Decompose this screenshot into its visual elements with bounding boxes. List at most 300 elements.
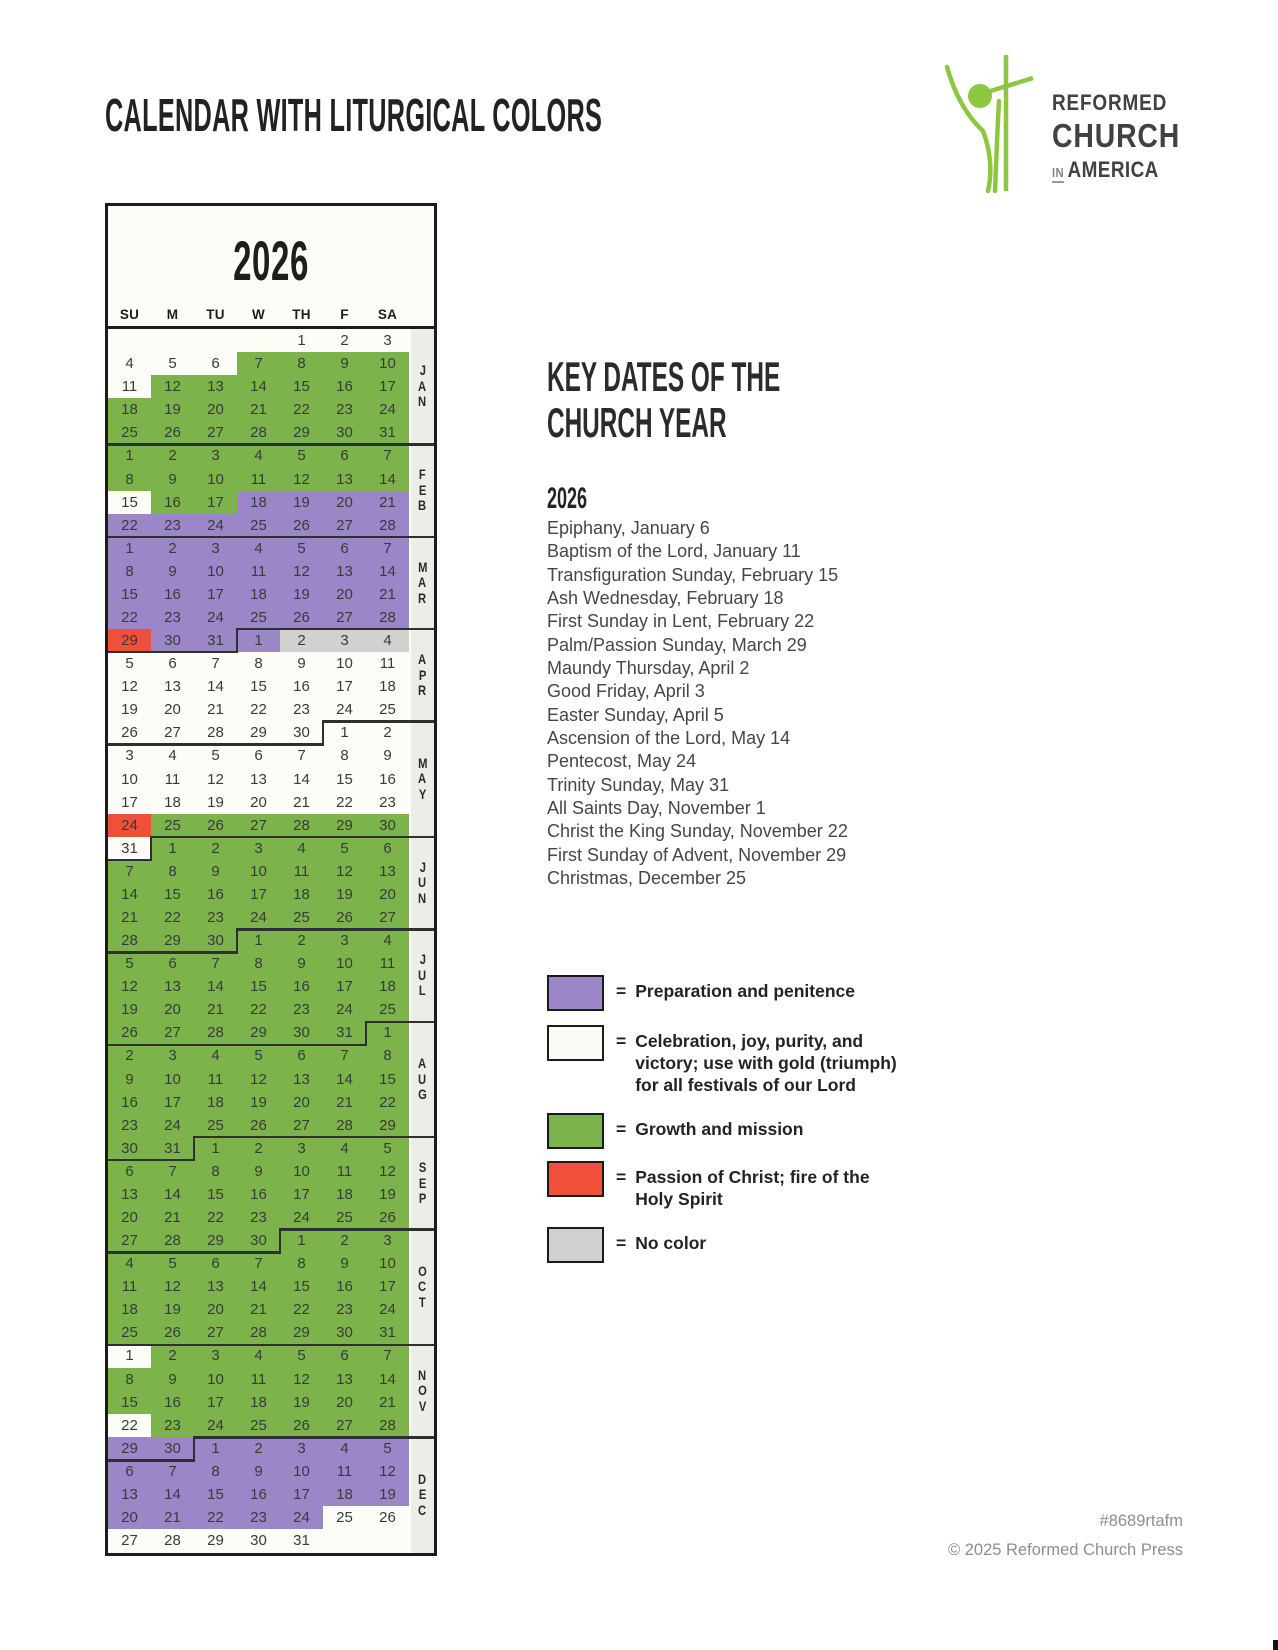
day-cell: 17 (151, 1091, 194, 1114)
day-cell: 12 (366, 1160, 409, 1183)
day-cell: 7 (323, 1044, 366, 1067)
day-cell: 4 (108, 352, 151, 375)
legend-equals-sign: = (616, 1167, 627, 1187)
day-cell: 27 (108, 1529, 151, 1552)
month-letter: M (417, 558, 428, 575)
key-date-item: Trinity Sunday, May 31 (547, 774, 730, 795)
day-cell: 23 (151, 514, 194, 537)
day-cell: 23 (151, 1414, 194, 1437)
calendar-header (108, 206, 434, 329)
calendar-week-row (108, 514, 409, 537)
day-cell: 2 (108, 1044, 151, 1067)
day-cell: 23 (366, 791, 409, 814)
key-dates-heading (547, 354, 780, 446)
day-cell: 13 (237, 767, 280, 790)
day-cell: 21 (237, 1298, 280, 1321)
month-separator-line (150, 836, 152, 861)
day-cell: 30 (151, 1437, 194, 1460)
day-cell: 6 (108, 1160, 151, 1183)
day-cell: 10 (323, 652, 366, 675)
calendar-week-row (108, 560, 409, 583)
day-cell: 22 (108, 1414, 151, 1437)
day-cell: 2 (323, 329, 366, 352)
day-cell: 6 (194, 352, 237, 375)
day-cell: 27 (108, 1229, 151, 1252)
day-cell: 21 (151, 1506, 194, 1529)
month-separator-line (237, 628, 434, 630)
day-cell: 27 (280, 1114, 323, 1137)
key-date-item: Epiphany, January 6 (547, 518, 710, 538)
day-cell: 19 (280, 491, 323, 514)
month-separator-line (151, 836, 434, 838)
day-cell: 5 (366, 1137, 409, 1160)
day-cell: 11 (280, 860, 323, 883)
calendar-week-row (108, 698, 409, 721)
day-cell: 3 (194, 1344, 237, 1367)
day-cell: 21 (323, 1091, 366, 1114)
day-cell: 1 (280, 1229, 323, 1252)
calendar-week-row (108, 606, 409, 629)
day-cell: 7 (194, 952, 237, 975)
day-cell: 20 (323, 583, 366, 606)
legend (547, 975, 1207, 1295)
day-cell: 22 (280, 1298, 323, 1321)
day-cell: 31 (194, 629, 237, 652)
legend-item (547, 975, 855, 1011)
month-separator-line (193, 1436, 195, 1461)
day-cell: 17 (280, 1483, 323, 1506)
day-cell: 9 (237, 1460, 280, 1483)
day-cell: 16 (151, 491, 194, 514)
day-cell: 28 (237, 1321, 280, 1344)
day-cell: 24 (151, 1114, 194, 1137)
day-cell: 29 (237, 1021, 280, 1044)
month-letter: U (418, 874, 427, 891)
day-cell: 4 (366, 929, 409, 952)
day-cell: 28 (366, 1414, 409, 1437)
day-cell: 4 (237, 1344, 280, 1367)
day-cell: 15 (151, 883, 194, 906)
key-date-item: Ash Wednesday, February 18 (547, 588, 784, 609)
day-cell: 7 (366, 1344, 409, 1367)
day-cell: 10 (194, 560, 237, 583)
month-separator-line (108, 859, 151, 861)
day-cell: 16 (366, 767, 409, 790)
calendar-week-row (108, 860, 409, 883)
legend-label-line: Growth and mission (635, 1119, 804, 1139)
month-label-nov (411, 1345, 434, 1437)
day-cell: 28 (151, 1229, 194, 1252)
day-cell: 8 (280, 1252, 323, 1275)
day-cell: 25 (237, 606, 280, 629)
day-cell: 22 (151, 906, 194, 929)
day-cell: 18 (323, 1483, 366, 1506)
day-cell: 15 (194, 1483, 237, 1506)
day-cell: 25 (280, 906, 323, 929)
day-cell: 20 (366, 883, 409, 906)
day-cell: 24 (280, 1206, 323, 1229)
day-cell: 23 (237, 1506, 280, 1529)
key-date-item: Christmas, December 25 (547, 868, 747, 889)
day-cell: 16 (323, 375, 366, 398)
day-cell: 17 (366, 375, 409, 398)
day-cell: 26 (280, 606, 323, 629)
day-cell: 29 (280, 421, 323, 444)
day-cell: 7 (108, 860, 151, 883)
empty-cell (151, 329, 194, 352)
month-letter: A (418, 770, 427, 787)
day-cell: 16 (151, 1391, 194, 1414)
day-cell: 1 (151, 837, 194, 860)
day-cell: 20 (323, 491, 366, 514)
day-cell: 22 (366, 1091, 409, 1114)
day-cell: 1 (108, 537, 151, 560)
month-letter: M (417, 754, 428, 771)
day-cell: 18 (280, 883, 323, 906)
day-cell: 5 (151, 352, 194, 375)
month-letter: B (418, 497, 427, 514)
day-cell: 17 (194, 1391, 237, 1414)
day-cell: 14 (194, 975, 237, 998)
day-cell: 18 (237, 1391, 280, 1414)
day-cell: 19 (237, 1091, 280, 1114)
day-cell: 25 (323, 1206, 366, 1229)
day-cell: 1 (366, 1021, 409, 1044)
month-letter: A (418, 574, 427, 591)
day-cell: 1 (108, 1344, 151, 1367)
month-letter: V (418, 1397, 427, 1414)
month-letter: E (418, 1174, 427, 1191)
day-cell: 2 (194, 837, 237, 860)
day-cell: 27 (151, 721, 194, 744)
month-letter: E (418, 481, 427, 498)
legend-color-swatch (547, 975, 604, 1011)
day-of-week-header: TU (206, 307, 225, 322)
day-cell: 16 (280, 975, 323, 998)
month-label-feb (411, 444, 434, 536)
day-cell: 7 (366, 444, 409, 467)
key-dates-heading-line1: KEY DATES OF THE (547, 353, 781, 400)
day-cell: 2 (151, 537, 194, 560)
calendar-week-row (108, 398, 409, 421)
calendar-week-row (108, 491, 409, 514)
day-cell: 31 (151, 1137, 194, 1160)
calendar-week-row (108, 1344, 409, 1367)
day-cell: 27 (366, 906, 409, 929)
day-cell: 10 (366, 352, 409, 375)
month-letter: S (418, 1159, 427, 1176)
legend-label-line: Passion of Christ; fire of the (635, 1167, 870, 1187)
day-of-week-header: M (166, 307, 179, 322)
day-cell: 22 (237, 998, 280, 1021)
day-cell: 21 (366, 1391, 409, 1414)
day-cell: 19 (108, 698, 151, 721)
calendar-year: 2026 (233, 229, 309, 292)
day-cell: 3 (194, 444, 237, 467)
day-cell: 11 (366, 952, 409, 975)
day-cell: 28 (280, 814, 323, 837)
month-separator-line (108, 1344, 434, 1346)
day-cell: 13 (194, 1275, 237, 1298)
day-cell: 31 (108, 837, 151, 860)
key-date-item: Baptism of the Lord, January 11 (547, 541, 801, 562)
day-cell: 22 (108, 606, 151, 629)
day-cell: 30 (323, 421, 366, 444)
key-dates-heading-line2: CHURCH YEAR (547, 399, 727, 446)
day-cell: 17 (366, 1275, 409, 1298)
day-cell: 6 (323, 537, 366, 560)
day-cell: 20 (151, 998, 194, 1021)
day-cell: 13 (280, 1068, 323, 1091)
day-cell: 5 (108, 652, 151, 675)
day-cell: 6 (151, 952, 194, 975)
day-cell: 3 (280, 1437, 323, 1460)
legend-item (547, 1113, 803, 1149)
day-cell: 29 (237, 721, 280, 744)
day-cell: 5 (151, 1252, 194, 1275)
month-letter: N (418, 1366, 427, 1383)
day-cell: 26 (366, 1206, 409, 1229)
day-cell: 1 (323, 721, 366, 744)
calendar-week-row (108, 744, 409, 767)
month-separator-line (365, 1021, 367, 1046)
day-cell: 26 (323, 906, 366, 929)
rca-logo (940, 48, 1190, 203)
month-label-column (411, 329, 434, 1553)
day-cell: 17 (194, 491, 237, 514)
day-cell: 2 (366, 721, 409, 744)
day-cell: 29 (323, 814, 366, 837)
day-cell: 13 (323, 467, 366, 490)
day-cell: 22 (280, 398, 323, 421)
day-cell: 7 (151, 1160, 194, 1183)
day-cell: 17 (280, 1183, 323, 1206)
day-cell: 25 (237, 1414, 280, 1437)
day-cell: 12 (108, 675, 151, 698)
day-cell: 5 (280, 1344, 323, 1367)
day-cell: 24 (237, 906, 280, 929)
day-cell: 23 (323, 398, 366, 421)
calendar-week-row (108, 467, 409, 490)
day-cell: 26 (151, 421, 194, 444)
month-separator-line (237, 928, 434, 930)
day-cell: 8 (366, 1044, 409, 1067)
day-cell: 30 (366, 814, 409, 837)
month-separator-line (236, 928, 238, 953)
day-cell: 24 (323, 998, 366, 1021)
day-cell: 21 (194, 698, 237, 721)
day-cell: 12 (323, 860, 366, 883)
day-cell: 31 (323, 1021, 366, 1044)
day-cell: 28 (108, 929, 151, 952)
empty-cell (237, 329, 280, 352)
day-cell: 27 (323, 606, 366, 629)
month-separator-line (236, 628, 238, 653)
day-cell: 6 (151, 652, 194, 675)
month-separator-line (366, 1021, 434, 1023)
day-cell: 12 (194, 767, 237, 790)
figure-leg (995, 101, 999, 191)
day-cell: 8 (151, 860, 194, 883)
day-cell: 14 (366, 467, 409, 490)
day-cell: 15 (323, 767, 366, 790)
key-date-item: First Sunday of Advent, November 29 (547, 844, 847, 865)
day-cell: 16 (108, 1091, 151, 1114)
key-date-item: Easter Sunday, April 5 (547, 704, 724, 725)
day-of-week-header: W (251, 307, 266, 322)
day-cell: 12 (108, 975, 151, 998)
calendar-week-row (108, 1091, 409, 1114)
day-cell: 24 (280, 1506, 323, 1529)
day-cell: 30 (237, 1529, 280, 1552)
month-letter: A (418, 377, 427, 394)
calendar-week-row (108, 791, 409, 814)
day-cell: 20 (108, 1506, 151, 1529)
day-cell: 5 (194, 744, 237, 767)
day-cell: 9 (323, 1252, 366, 1275)
day-cell: 20 (194, 398, 237, 421)
logo-line-in-america (1052, 157, 1180, 183)
calendar-week-row (108, 1391, 409, 1414)
month-separator-line (193, 1136, 195, 1161)
legend-item (547, 1161, 870, 1210)
legend-label-line: for all festivals of our Lord (635, 1075, 856, 1095)
day-cell: 27 (323, 1414, 366, 1437)
calendar-week-row (108, 1206, 409, 1229)
day-cell: 25 (108, 421, 151, 444)
day-cell: 27 (237, 814, 280, 837)
day-cell: 2 (151, 444, 194, 467)
day-cell: 12 (151, 1275, 194, 1298)
day-cell: 4 (280, 837, 323, 860)
day-cell: 7 (366, 537, 409, 560)
day-cell: 19 (366, 1483, 409, 1506)
day-cell: 3 (151, 1044, 194, 1067)
figure-head (968, 84, 992, 108)
calendar-week-row (108, 814, 409, 837)
day-cell: 22 (194, 1506, 237, 1529)
calendar-week-row (108, 883, 409, 906)
month-separator-line (280, 1228, 434, 1230)
month-label-mar (411, 537, 434, 629)
day-cell: 4 (323, 1137, 366, 1160)
month-letter: P (418, 666, 427, 683)
day-cell: 20 (108, 1206, 151, 1229)
month-letter: J (419, 951, 426, 968)
empty-cell (108, 329, 151, 352)
day-cell: 29 (194, 1229, 237, 1252)
month-letter: E (418, 1486, 427, 1503)
day-cell: 21 (151, 1206, 194, 1229)
day-cell: 4 (366, 629, 409, 652)
footer-item-code: #8689rtafm (1099, 1512, 1183, 1530)
day-cell: 16 (237, 1483, 280, 1506)
day-cell: 26 (108, 1021, 151, 1044)
day-cell: 16 (237, 1183, 280, 1206)
calendar-week-row (108, 652, 409, 675)
day-cell: 10 (323, 952, 366, 975)
month-separator-line (108, 743, 323, 745)
day-cell: 24 (323, 698, 366, 721)
day-cell: 16 (323, 1275, 366, 1298)
day-cell: 9 (108, 1068, 151, 1091)
calendar-week-row (108, 1275, 409, 1298)
day-cell: 28 (194, 1021, 237, 1044)
calendar-week-row (108, 1114, 409, 1137)
day-cell: 10 (366, 1252, 409, 1275)
legend-label (635, 1118, 803, 1140)
day-cell: 17 (323, 675, 366, 698)
day-cell: 6 (366, 837, 409, 860)
day-cell: 10 (194, 467, 237, 490)
legend-item (547, 1227, 706, 1263)
day-cell: 12 (237, 1068, 280, 1091)
day-cell: 20 (194, 1298, 237, 1321)
day-cell: 16 (280, 675, 323, 698)
day-cell: 25 (237, 514, 280, 537)
month-letter: L (419, 982, 426, 999)
day-cell: 3 (323, 629, 366, 652)
day-cell: 29 (366, 1114, 409, 1137)
day-cell: 22 (108, 514, 151, 537)
day-cell: 22 (194, 1206, 237, 1229)
day-cell: 14 (237, 375, 280, 398)
day-cell: 9 (280, 952, 323, 975)
month-label-jan (411, 329, 434, 444)
day-cell: 18 (108, 398, 151, 421)
day-cell: 3 (366, 329, 409, 352)
day-cell: 15 (280, 1275, 323, 1298)
month-letter: P (418, 1190, 427, 1207)
day-cell: 26 (151, 1321, 194, 1344)
month-letter: D (418, 1470, 427, 1487)
day-cell: 23 (323, 1298, 366, 1321)
month-label-jun (411, 837, 434, 929)
day-cell: 25 (151, 814, 194, 837)
day-cell: 14 (108, 883, 151, 906)
day-cell: 20 (151, 698, 194, 721)
day-cell: 9 (151, 1368, 194, 1391)
day-cell: 19 (194, 791, 237, 814)
day-cell: 26 (237, 1114, 280, 1137)
day-cell: 28 (151, 1529, 194, 1552)
day-cell: 4 (194, 1044, 237, 1067)
day-cell: 16 (151, 583, 194, 606)
day-cell: 6 (280, 1044, 323, 1067)
day-cell: 30 (280, 1021, 323, 1044)
month-letter: R (418, 682, 427, 699)
day-cell: 21 (194, 998, 237, 1021)
day-cell: 11 (323, 1160, 366, 1183)
day-cell: 14 (151, 1483, 194, 1506)
day-cell: 2 (151, 1344, 194, 1367)
day-cell: 3 (194, 537, 237, 560)
day-cell: 26 (108, 721, 151, 744)
day-cell: 17 (108, 791, 151, 814)
month-letter: U (418, 1070, 427, 1087)
logo-word-in: IN (1052, 165, 1064, 183)
day-cell: 9 (237, 1160, 280, 1183)
legend-label-line: No color (635, 1233, 707, 1253)
day-cell: 25 (366, 698, 409, 721)
day-cell: 25 (323, 1506, 366, 1529)
day-cell: 30 (151, 629, 194, 652)
day-cell: 3 (366, 1229, 409, 1252)
empty-cell (323, 1529, 366, 1552)
day-cell: 1 (108, 444, 151, 467)
day-cell: 10 (280, 1160, 323, 1183)
legend-color-swatch (547, 1113, 604, 1149)
